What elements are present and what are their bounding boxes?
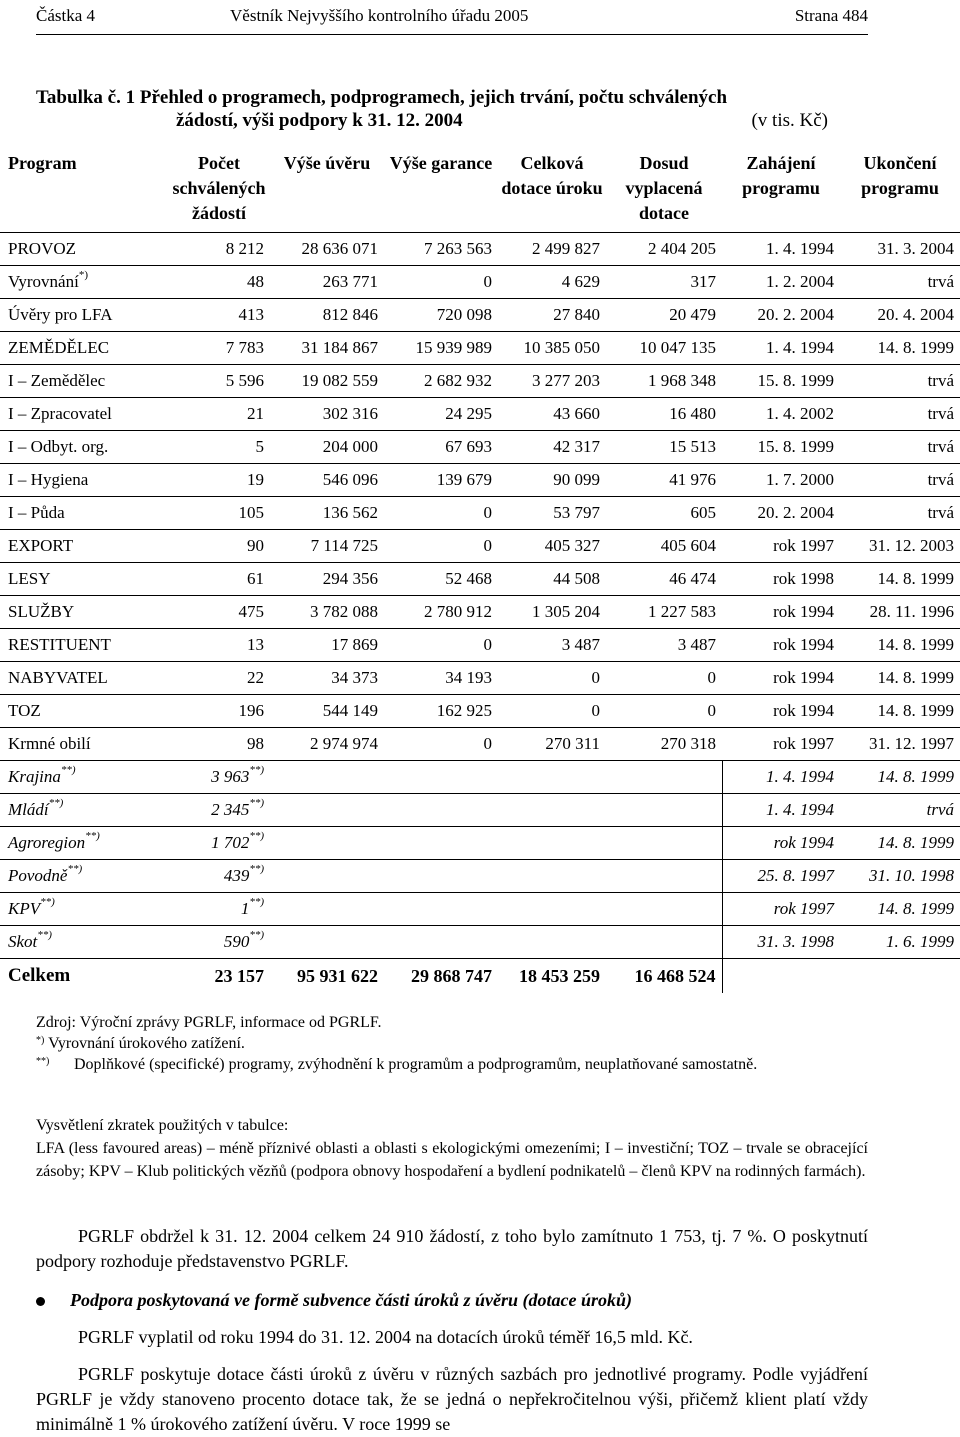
loan-amount: 546 096 xyxy=(270,464,384,497)
approved-count: 475 xyxy=(168,596,270,629)
program-name-text: EXPORT xyxy=(8,536,74,555)
subsidy-paid: 0 xyxy=(606,695,722,728)
table-header-row xyxy=(0,147,960,233)
running-header xyxy=(36,6,868,30)
subsidy-paid: 20 479 xyxy=(606,299,722,332)
footnote-mark: **) xyxy=(249,929,264,941)
program-name xyxy=(0,728,168,761)
program-start: 1. 4. 1994 xyxy=(722,332,840,365)
program-start: rok 1997 xyxy=(722,530,840,563)
approved-count xyxy=(168,794,270,827)
table-total-row xyxy=(0,959,960,994)
interest-subsidy-total: 44 508 xyxy=(498,563,606,596)
subsidy-paid: 46 474 xyxy=(606,563,722,596)
program-name-text: I – Půda xyxy=(8,503,65,522)
footnote-mark: **) xyxy=(67,863,83,875)
table-row xyxy=(0,233,960,266)
empty-cell xyxy=(270,893,722,926)
program-name-text: Agroregion xyxy=(8,833,86,852)
caption-line2-text: žádostí, výši podpory k 31. 12. 2004 xyxy=(176,110,463,131)
program-name-text: KPV xyxy=(8,899,41,918)
program-end: 14. 8. 1999 xyxy=(840,629,960,662)
total-loan: 95 931 622 xyxy=(297,965,378,986)
program-name xyxy=(0,827,168,860)
note-1-mark: *) xyxy=(36,1035,45,1046)
program-start: rok 1994 xyxy=(722,695,840,728)
approved-count-text: 1 702 xyxy=(211,833,250,852)
program-name xyxy=(0,464,168,497)
bullet-heading-text: Podpora poskytovaná ve formě subvence části úroků z úvěru (dotace úroků) xyxy=(70,1290,632,1310)
loan-amount: 294 356 xyxy=(270,563,384,596)
program-name xyxy=(0,761,168,794)
footnote-mark: **) xyxy=(40,896,55,908)
approved-count xyxy=(168,827,270,860)
program-start: 25. 8. 1997 xyxy=(722,860,840,893)
approved-count: 48 xyxy=(168,266,270,299)
bullet-dot-icon xyxy=(36,1297,45,1306)
program-start: 20. 2. 2004 xyxy=(722,299,840,332)
program-name-text: RESTITUENT xyxy=(8,635,111,654)
program-name xyxy=(0,662,168,695)
approved-count: 61 xyxy=(168,563,270,596)
program-end: 14. 8. 1999 xyxy=(840,893,960,926)
program-name-text: I – Zpracovatel xyxy=(8,404,112,423)
loan-amount: 3 782 088 xyxy=(270,596,384,629)
guarantee-amount: 139 679 xyxy=(384,464,498,497)
program-end: 28. 11. 1996 xyxy=(840,596,960,629)
program-start: rok 1997 xyxy=(722,728,840,761)
empty-cell xyxy=(270,860,722,893)
program-end: 31. 12. 1997 xyxy=(840,728,960,761)
program-start: rok 1994 xyxy=(722,827,840,860)
program-start: rok 1998 xyxy=(722,563,840,596)
footnote-mark: **) xyxy=(249,797,264,809)
total-label: Celkem xyxy=(8,965,71,986)
table-row xyxy=(0,431,960,464)
header-cell: Výše garance xyxy=(384,147,498,233)
program-end: 14. 8. 1999 xyxy=(840,761,960,794)
subsidy-paid: 605 xyxy=(606,497,722,530)
abbreviations xyxy=(36,1114,868,1183)
guarantee-amount: 0 xyxy=(384,629,498,662)
note-source: Zdroj: Výroční zprávy PGRLF, informace od PGRLF. xyxy=(36,1014,382,1031)
program-name xyxy=(0,431,168,464)
program-end: trvá xyxy=(840,365,960,398)
footnote-mark: **) xyxy=(48,797,64,809)
bullet-heading xyxy=(36,1290,868,1311)
guarantee-amount: 162 925 xyxy=(384,695,498,728)
program-end: trvá xyxy=(840,794,960,827)
loan-amount: 17 869 xyxy=(270,629,384,662)
loan-amount: 34 373 xyxy=(270,662,384,695)
footnote-mark: **) xyxy=(249,830,264,842)
table-row xyxy=(0,497,960,530)
guarantee-amount: 0 xyxy=(384,728,498,761)
table-row xyxy=(0,398,960,431)
footnote-mark: **) xyxy=(60,764,76,776)
loan-amount: 263 771 xyxy=(270,266,384,299)
paragraph-applications: PGRLF obdržel k 31. 12. 2004 celkem 24 910 žádostí, z toho bylo zamítnuto 1 753, tj. 7 %. O poskytnutí podpory rozhoduje představenstvo PGRLF. xyxy=(36,1226,868,1271)
table-row-supplementary xyxy=(0,893,960,926)
guarantee-amount: 67 693 xyxy=(384,431,498,464)
table-body xyxy=(0,233,960,994)
approved-count xyxy=(168,860,270,893)
paragraph-payments: PGRLF vyplatil od roku 1994 do 31. 12. 2004 na dotacích úroků téměř 16,5 mld. Kč. xyxy=(78,1327,693,1347)
loan-amount: 19 082 559 xyxy=(270,365,384,398)
program-name xyxy=(0,695,168,728)
subsidy-paid: 41 976 xyxy=(606,464,722,497)
guarantee-amount: 720 098 xyxy=(384,299,498,332)
approved-count: 98 xyxy=(168,728,270,761)
loan-amount: 204 000 xyxy=(270,431,384,464)
subsidy-paid: 270 318 xyxy=(606,728,722,761)
program-name xyxy=(0,860,168,893)
approved-count xyxy=(168,893,270,926)
table-row xyxy=(0,662,960,695)
total-guarantee: 29 868 747 xyxy=(411,965,492,986)
abbreviations-title: Vysvětlení zkratek použitých v tabulce: xyxy=(36,1117,289,1134)
subsidy-paid: 1 968 348 xyxy=(606,365,722,398)
guarantee-amount: 15 939 989 xyxy=(384,332,498,365)
program-start: 1. 2. 2004 xyxy=(722,266,840,299)
header-page-number: Strana 484 xyxy=(794,6,868,25)
program-start: 1. 4. 1994 xyxy=(722,233,840,266)
program-start: 31. 3. 1998 xyxy=(722,926,840,959)
interest-subsidy-total: 4 629 xyxy=(498,266,606,299)
footnote-mark: **) xyxy=(249,764,264,776)
approved-count: 8 212 xyxy=(168,233,270,266)
program-name xyxy=(0,596,168,629)
abbreviations-text: LFA (less favoured areas) – méně příznivé oblasti a oblasti s ekologickými omezeními; I – investiční; TOZ – trvale se obracející zásoby; KPV – Klub politických vězňů (podpora obnovy hospodaření a bydlení podnikatelů – členů KPV na rodinných farmách). xyxy=(36,1140,868,1180)
guarantee-amount: 2 682 932 xyxy=(384,365,498,398)
program-end: 1. 6. 1999 xyxy=(840,926,960,959)
interest-subsidy-total: 3 277 203 xyxy=(498,365,606,398)
interest-subsidy-total: 43 660 xyxy=(498,398,606,431)
approved-count-text: 439 xyxy=(223,866,250,885)
table-row xyxy=(0,530,960,563)
subsidy-paid: 317 xyxy=(606,266,722,299)
program-name xyxy=(0,926,168,959)
program-start: rok 1997 xyxy=(722,893,840,926)
program-name-text: Skot xyxy=(8,932,38,951)
program-name-text: Povodně xyxy=(8,866,68,885)
program-name-text: I – Zemědělec xyxy=(8,371,106,390)
approved-count xyxy=(168,761,270,794)
loan-amount: 302 316 xyxy=(270,398,384,431)
approved-count-text: 590 xyxy=(223,932,250,951)
program-start: 1. 4. 1994 xyxy=(722,761,840,794)
header-cell: Výše úvěru xyxy=(270,147,384,233)
program-name xyxy=(0,794,168,827)
table-caption xyxy=(36,86,868,132)
approved-count-text: 3 963 xyxy=(211,767,250,786)
interest-subsidy-total: 1 305 204 xyxy=(498,596,606,629)
table-row xyxy=(0,629,960,662)
footnote-mark: **) xyxy=(249,863,264,875)
subsidy-paid: 405 604 xyxy=(606,530,722,563)
header-issue: Částka 4 xyxy=(36,6,96,25)
guarantee-amount: 2 780 912 xyxy=(384,596,498,629)
program-name-text: I – Odbyt. org. xyxy=(8,437,109,456)
table-row xyxy=(0,596,960,629)
program-start: rok 1994 xyxy=(722,629,840,662)
program-name-text: PROVOZ xyxy=(8,239,77,258)
program-start: 15. 8. 1999 xyxy=(722,431,840,464)
approved-count-text: 2 345 xyxy=(211,800,250,819)
program-name-text: Krmné obilí xyxy=(8,734,91,753)
approved-count: 19 xyxy=(168,464,270,497)
empty-cell xyxy=(270,827,722,860)
program-name xyxy=(0,893,168,926)
program-name-text: LESY xyxy=(8,569,51,588)
header-cell: Dosud vyplacená dotace xyxy=(606,147,722,233)
table-row xyxy=(0,365,960,398)
program-end: 14. 8. 1999 xyxy=(840,662,960,695)
guarantee-amount: 0 xyxy=(384,497,498,530)
program-name xyxy=(0,233,168,266)
program-name-text: Krajina xyxy=(8,767,61,786)
note-2-mark-wrap xyxy=(36,1054,74,1075)
note-1 xyxy=(36,1033,868,1054)
programs-table xyxy=(0,147,960,993)
interest-subsidy-total: 90 099 xyxy=(498,464,606,497)
approved-count: 105 xyxy=(168,497,270,530)
table-row-supplementary xyxy=(0,761,960,794)
program-start: 20. 2. 2004 xyxy=(722,497,840,530)
approved-count: 22 xyxy=(168,662,270,695)
program-name-text: TOZ xyxy=(8,701,41,720)
guarantee-amount: 34 193 xyxy=(384,662,498,695)
program-start: 1. 4. 2002 xyxy=(722,398,840,431)
table-row xyxy=(0,728,960,761)
table-row-supplementary xyxy=(0,827,960,860)
program-name xyxy=(0,266,168,299)
program-start: 15. 8. 1999 xyxy=(722,365,840,398)
interest-subsidy-total: 0 xyxy=(498,695,606,728)
subsidy-paid: 10 047 135 xyxy=(606,332,722,365)
subsidy-paid: 16 480 xyxy=(606,398,722,431)
header-cell: Program xyxy=(0,147,168,233)
program-end: trvá xyxy=(840,431,960,464)
table-row xyxy=(0,299,960,332)
subsidy-paid: 0 xyxy=(606,662,722,695)
approved-count: 13 xyxy=(168,629,270,662)
program-end: 20. 4. 2004 xyxy=(840,299,960,332)
program-end: 14. 8. 1999 xyxy=(840,563,960,596)
subsidy-paid: 1 227 583 xyxy=(606,596,722,629)
loan-amount: 28 636 071 xyxy=(270,233,384,266)
program-end: 31. 3. 2004 xyxy=(840,233,960,266)
approved-count xyxy=(168,926,270,959)
program-name xyxy=(0,332,168,365)
program-end: trvá xyxy=(840,266,960,299)
loan-amount: 2 974 974 xyxy=(270,728,384,761)
program-end: 31. 12. 2003 xyxy=(840,530,960,563)
header-cell: Počet schválených žádostí xyxy=(168,147,270,233)
guarantee-amount: 0 xyxy=(384,266,498,299)
total-paid: 16 468 524 xyxy=(634,965,716,986)
footnote-mark: *) xyxy=(78,269,88,281)
interest-subsidy-total: 0 xyxy=(498,662,606,695)
table-row xyxy=(0,266,960,299)
footnote-mark: **) xyxy=(249,896,264,908)
program-start: rok 1994 xyxy=(722,662,840,695)
note-2-text: Doplňkové (specifické) programy, zvýhodnění k programům a podprogramům, neuplatňované samostatně. xyxy=(74,1056,758,1073)
subsidy-paid: 2 404 205 xyxy=(606,233,722,266)
program-name xyxy=(0,365,168,398)
table-row-supplementary xyxy=(0,794,960,827)
program-name-text: Mládí xyxy=(8,800,49,819)
empty-cell xyxy=(270,926,722,959)
footnote-mark: **) xyxy=(85,830,100,842)
subsidy-paid: 3 487 xyxy=(606,629,722,662)
footnote-mark: **) xyxy=(37,929,52,941)
approved-count: 5 xyxy=(168,431,270,464)
program-start: rok 1994 xyxy=(722,596,840,629)
caption-line1: Tabulka č. 1 Přehled o programech, podprogramech, jejich trvání, počtu schválených xyxy=(36,87,728,108)
program-end: 31. 10. 1998 xyxy=(840,860,960,893)
table-notes xyxy=(36,1012,868,1075)
loan-amount: 31 184 867 xyxy=(270,332,384,365)
note-2-mark: **) xyxy=(36,1056,50,1067)
program-name-text: I – Hygiena xyxy=(8,470,89,489)
interest-subsidy-total: 42 317 xyxy=(498,431,606,464)
approved-count: 90 xyxy=(168,530,270,563)
approved-count: 7 783 xyxy=(168,332,270,365)
interest-subsidy-total: 405 327 xyxy=(498,530,606,563)
table-row xyxy=(0,563,960,596)
header-cell: Celková dotace úroku xyxy=(498,147,606,233)
table-row xyxy=(0,464,960,497)
approved-count-text: 1 xyxy=(240,899,250,918)
program-end: 14. 8. 1999 xyxy=(840,695,960,728)
interest-subsidy-total: 3 487 xyxy=(498,629,606,662)
loan-amount: 544 149 xyxy=(270,695,384,728)
program-name xyxy=(0,398,168,431)
loan-amount: 7 114 725 xyxy=(270,530,384,563)
interest-subsidy-total: 270 311 xyxy=(498,728,606,761)
program-name xyxy=(0,497,168,530)
empty-cell xyxy=(270,761,722,794)
header-cell: Zahájení programu xyxy=(722,147,840,233)
program-end: trvá xyxy=(840,497,960,530)
header-cell: Ukončení programu xyxy=(840,147,960,233)
interest-subsidy-total: 53 797 xyxy=(498,497,606,530)
approved-count: 196 xyxy=(168,695,270,728)
paragraph-rates: PGRLF poskytuje dotace části úroků z úvěru v různých sazbách pro jednotlivé programy. Podle vyjádření PGRLF je vždy stanoveno procento dotace tak, že se jedná o nepřekročitelnou výši, přičemž klient platí vždy minimálně 1 % úrokového zatížení úvěru. V roce 1999 se xyxy=(36,1364,868,1434)
interest-subsidy-total: 27 840 xyxy=(498,299,606,332)
program-name xyxy=(0,530,168,563)
guarantee-amount: 24 295 xyxy=(384,398,498,431)
loan-amount: 136 562 xyxy=(270,497,384,530)
program-end: trvá xyxy=(840,398,960,431)
table-row xyxy=(0,695,960,728)
approved-count: 21 xyxy=(168,398,270,431)
program-end: trvá xyxy=(840,464,960,497)
program-end: 14. 8. 1999 xyxy=(840,827,960,860)
program-name-text: NABYVATEL xyxy=(8,668,108,687)
interest-subsidy-total: 2 499 827 xyxy=(498,233,606,266)
program-name-text: ZEMĚDĚLEC xyxy=(8,338,110,357)
note-1-text: Vyrovnání úrokového zatížení. xyxy=(48,1035,245,1052)
table-row xyxy=(0,332,960,365)
interest-subsidy-total: 10 385 050 xyxy=(498,332,606,365)
program-start: 1. 4. 1994 xyxy=(722,794,840,827)
program-name-text: Vyrovnání xyxy=(8,272,79,291)
empty-cell xyxy=(722,959,960,994)
caption-unit: (v tis. Kč) xyxy=(751,110,828,131)
program-name-text: Úvěry pro LFA xyxy=(8,305,113,324)
table-row-supplementary xyxy=(0,860,960,893)
guarantee-amount: 52 468 xyxy=(384,563,498,596)
note-2 xyxy=(36,1054,868,1075)
header-rule xyxy=(36,34,868,35)
program-name xyxy=(0,629,168,662)
approved-count: 413 xyxy=(168,299,270,332)
program-start: 1. 7. 2000 xyxy=(722,464,840,497)
program-end: 14. 8. 1999 xyxy=(840,332,960,365)
total-count: 23 157 xyxy=(214,965,264,986)
program-name-text: SLUŽBY xyxy=(8,602,75,621)
guarantee-amount: 0 xyxy=(384,530,498,563)
program-name xyxy=(0,299,168,332)
program-name xyxy=(0,563,168,596)
guarantee-amount: 7 263 563 xyxy=(384,233,498,266)
empty-cell xyxy=(270,794,722,827)
caption-line2 xyxy=(36,109,868,132)
subsidy-paid: 15 513 xyxy=(606,431,722,464)
header-publication: Věstník Nejvyššího kontrolního úřadu 2005 xyxy=(230,6,529,25)
total-interest-subsidy: 18 453 259 xyxy=(519,965,600,986)
approved-count: 5 596 xyxy=(168,365,270,398)
table-row-supplementary xyxy=(0,926,960,959)
loan-amount: 812 846 xyxy=(270,299,384,332)
